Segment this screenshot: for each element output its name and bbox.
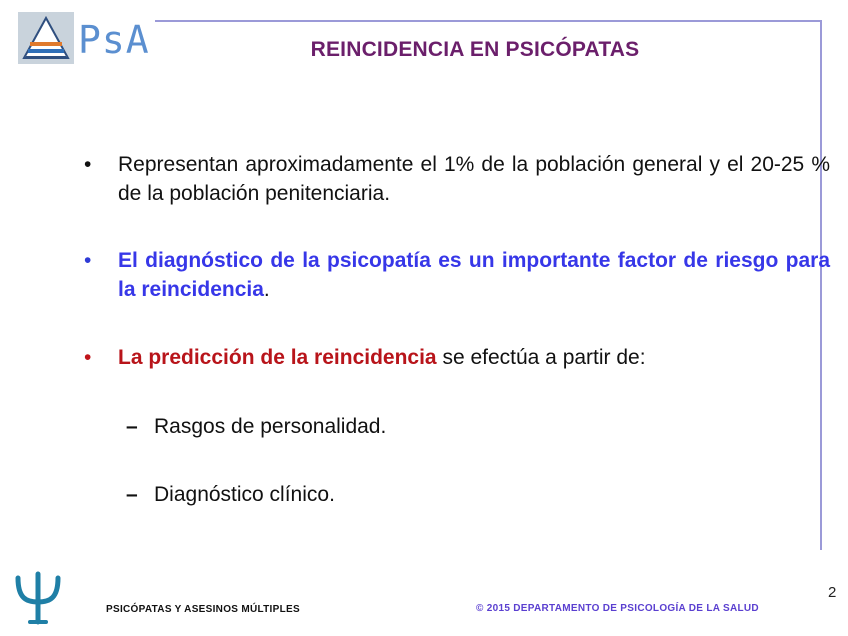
sub-dash: –	[126, 483, 138, 506]
bullet-dot: •	[84, 249, 92, 272]
header-rule	[155, 20, 821, 22]
bullet-text: .	[263, 278, 270, 301]
bullet-dot: •	[84, 346, 92, 369]
bullet-highlight-blue: El diagnóstico de la psicopatía es un importante factor de riesgo para la reincidencia	[118, 249, 830, 301]
sub-item	[126, 412, 386, 441]
psa-logo-icon	[18, 12, 74, 64]
sub-text: Diagnóstico clínico.	[154, 483, 335, 506]
page-number: 2	[828, 584, 837, 601]
bullet-item	[80, 150, 830, 208]
bullet-item	[80, 343, 830, 372]
footer-left-text: PSICÓPATAS Y ASESINOS MÚLTIPLES	[106, 604, 300, 615]
sub-dash: –	[126, 415, 138, 438]
bullet-highlight-red: La predicción de la reincidencia	[118, 346, 437, 369]
sub-text: Rasgos de personalidad.	[154, 415, 387, 438]
logo-text: PsA	[78, 18, 150, 62]
slide-title: REINCIDENCIA EN PSICÓPATAS	[310, 38, 640, 61]
bullet-text: Representan aproximadamente el 1% de la población general y el 20-25 % de la población penitenciaria.	[118, 153, 830, 205]
footer-right-text: © 2015 DEPARTAMENTO DE PSICOLOGÍA DE LA SALUD	[476, 603, 759, 614]
bullet-item	[80, 246, 830, 304]
bullet-dot: •	[84, 153, 92, 176]
psi-symbol-icon	[12, 570, 64, 626]
bullet-text: se efectúa a partir de:	[436, 346, 646, 369]
sub-item	[126, 480, 335, 509]
